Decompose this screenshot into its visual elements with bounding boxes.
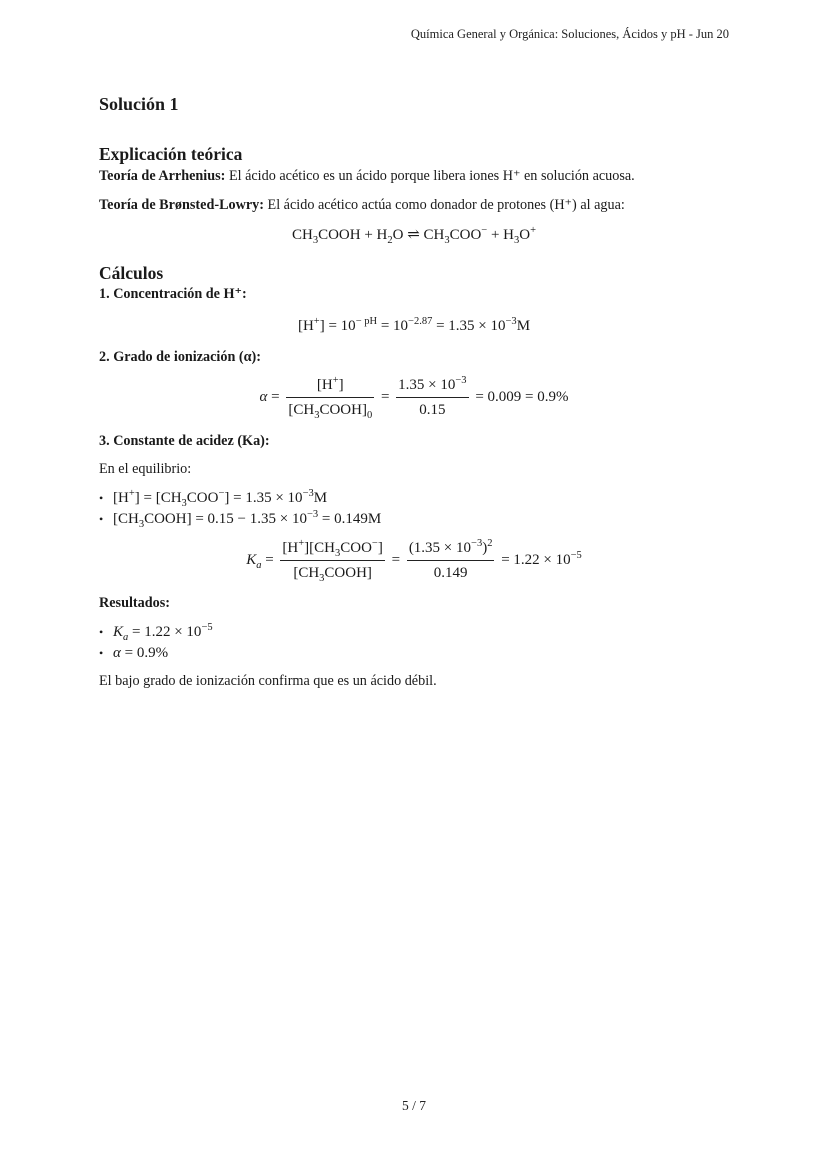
dissociation-equation: $CH_3COOH + H_2O$ ⇌ $CH_3COO^- + H_3O^+$ xyxy=(291,225,537,246)
ka-fraction-1: $\frac{[H^+][CH_3COO^-]}{[CH_3COOH]}$ xyxy=(282,538,383,585)
arrhenius-label: Teoría de Arrhenius: xyxy=(99,168,226,184)
bronsted-paragraph xyxy=(99,196,625,215)
alpha-fraction-2: $\frac{1.35 \times 10^{-3}}{0.15}$ xyxy=(398,375,467,419)
equilibrium-text: En el equilibrio: xyxy=(99,461,192,477)
results-heading: Resultados: xyxy=(99,595,170,611)
conclusion-text: El bajo grado de ionización confirma que es un ácido débil. xyxy=(99,673,437,689)
arrhenius-paragraph xyxy=(99,167,635,186)
alpha-fraction-1: $\frac{[H^+]}{[CH_3COOH]_0}$ xyxy=(288,375,373,422)
calculations-heading: Cálculos xyxy=(99,263,164,283)
list-item: • $[CH_3COOH] = 0.15 - 1.35 \times 10^{-3} = 0.149M$ xyxy=(99,509,382,530)
ionization-degree-equation: α = $\frac{[H^+]}{[CH_3COOH]_0}$ = $\frac{1.35 \times 10^{-3}}{0.15}$ = 0.009 = 0.9% xyxy=(259,375,569,422)
bronsted-text: El ácido acético actúa como donador de protones (H⁺) al agua: xyxy=(267,197,625,213)
page-number: 5 / 7 xyxy=(401,1098,426,1113)
list-item: • $K_a = 1.22 \times 10^{-5}$ xyxy=(99,622,213,643)
list-item: • $[H^+] = [CH_3COO^-] = 1.35 \times 10^{-3}M$ xyxy=(99,488,328,509)
arrhenius-text: El ácido acético es un ácido porque libera iones H⁺ en solución acuosa. xyxy=(228,168,635,184)
ka-equation: $K_a$ = $\frac{[H^+][CH_3COO^-]}{[CH_3COOH]}$ = $\frac{(1.35 \times 10^{-3})^2}{0.149}$ = $1.22 \times 10^{-5}$ xyxy=(246,538,582,585)
solution-title: Solución 1 xyxy=(99,94,179,114)
step-3-heading: 3. Constante de acidez (Ka): xyxy=(99,433,270,449)
ka-fraction-2: $\frac{(1.35 \times 10^{-3})^2}{0.149}$ xyxy=(408,538,493,582)
theory-heading: Explicación teórica xyxy=(99,144,243,164)
step-1-heading: 1. Concentración de H⁺: xyxy=(99,286,247,302)
bronsted-label: Teoría de Brønsted-Lowry: xyxy=(99,197,264,213)
h-concentration-equation: $[H^+] = 10^{- pH} = 10^{-2.87} = 1.35 \times 10^{-3}M$ xyxy=(297,316,531,334)
running-header: Química General y Orgánica: Soluciones, Ácidos y pH - Jun 20 xyxy=(410,27,729,41)
list-item: • α = 0.9% xyxy=(99,645,169,661)
step-2-heading: 2. Grado de ionización (α): xyxy=(99,349,261,365)
